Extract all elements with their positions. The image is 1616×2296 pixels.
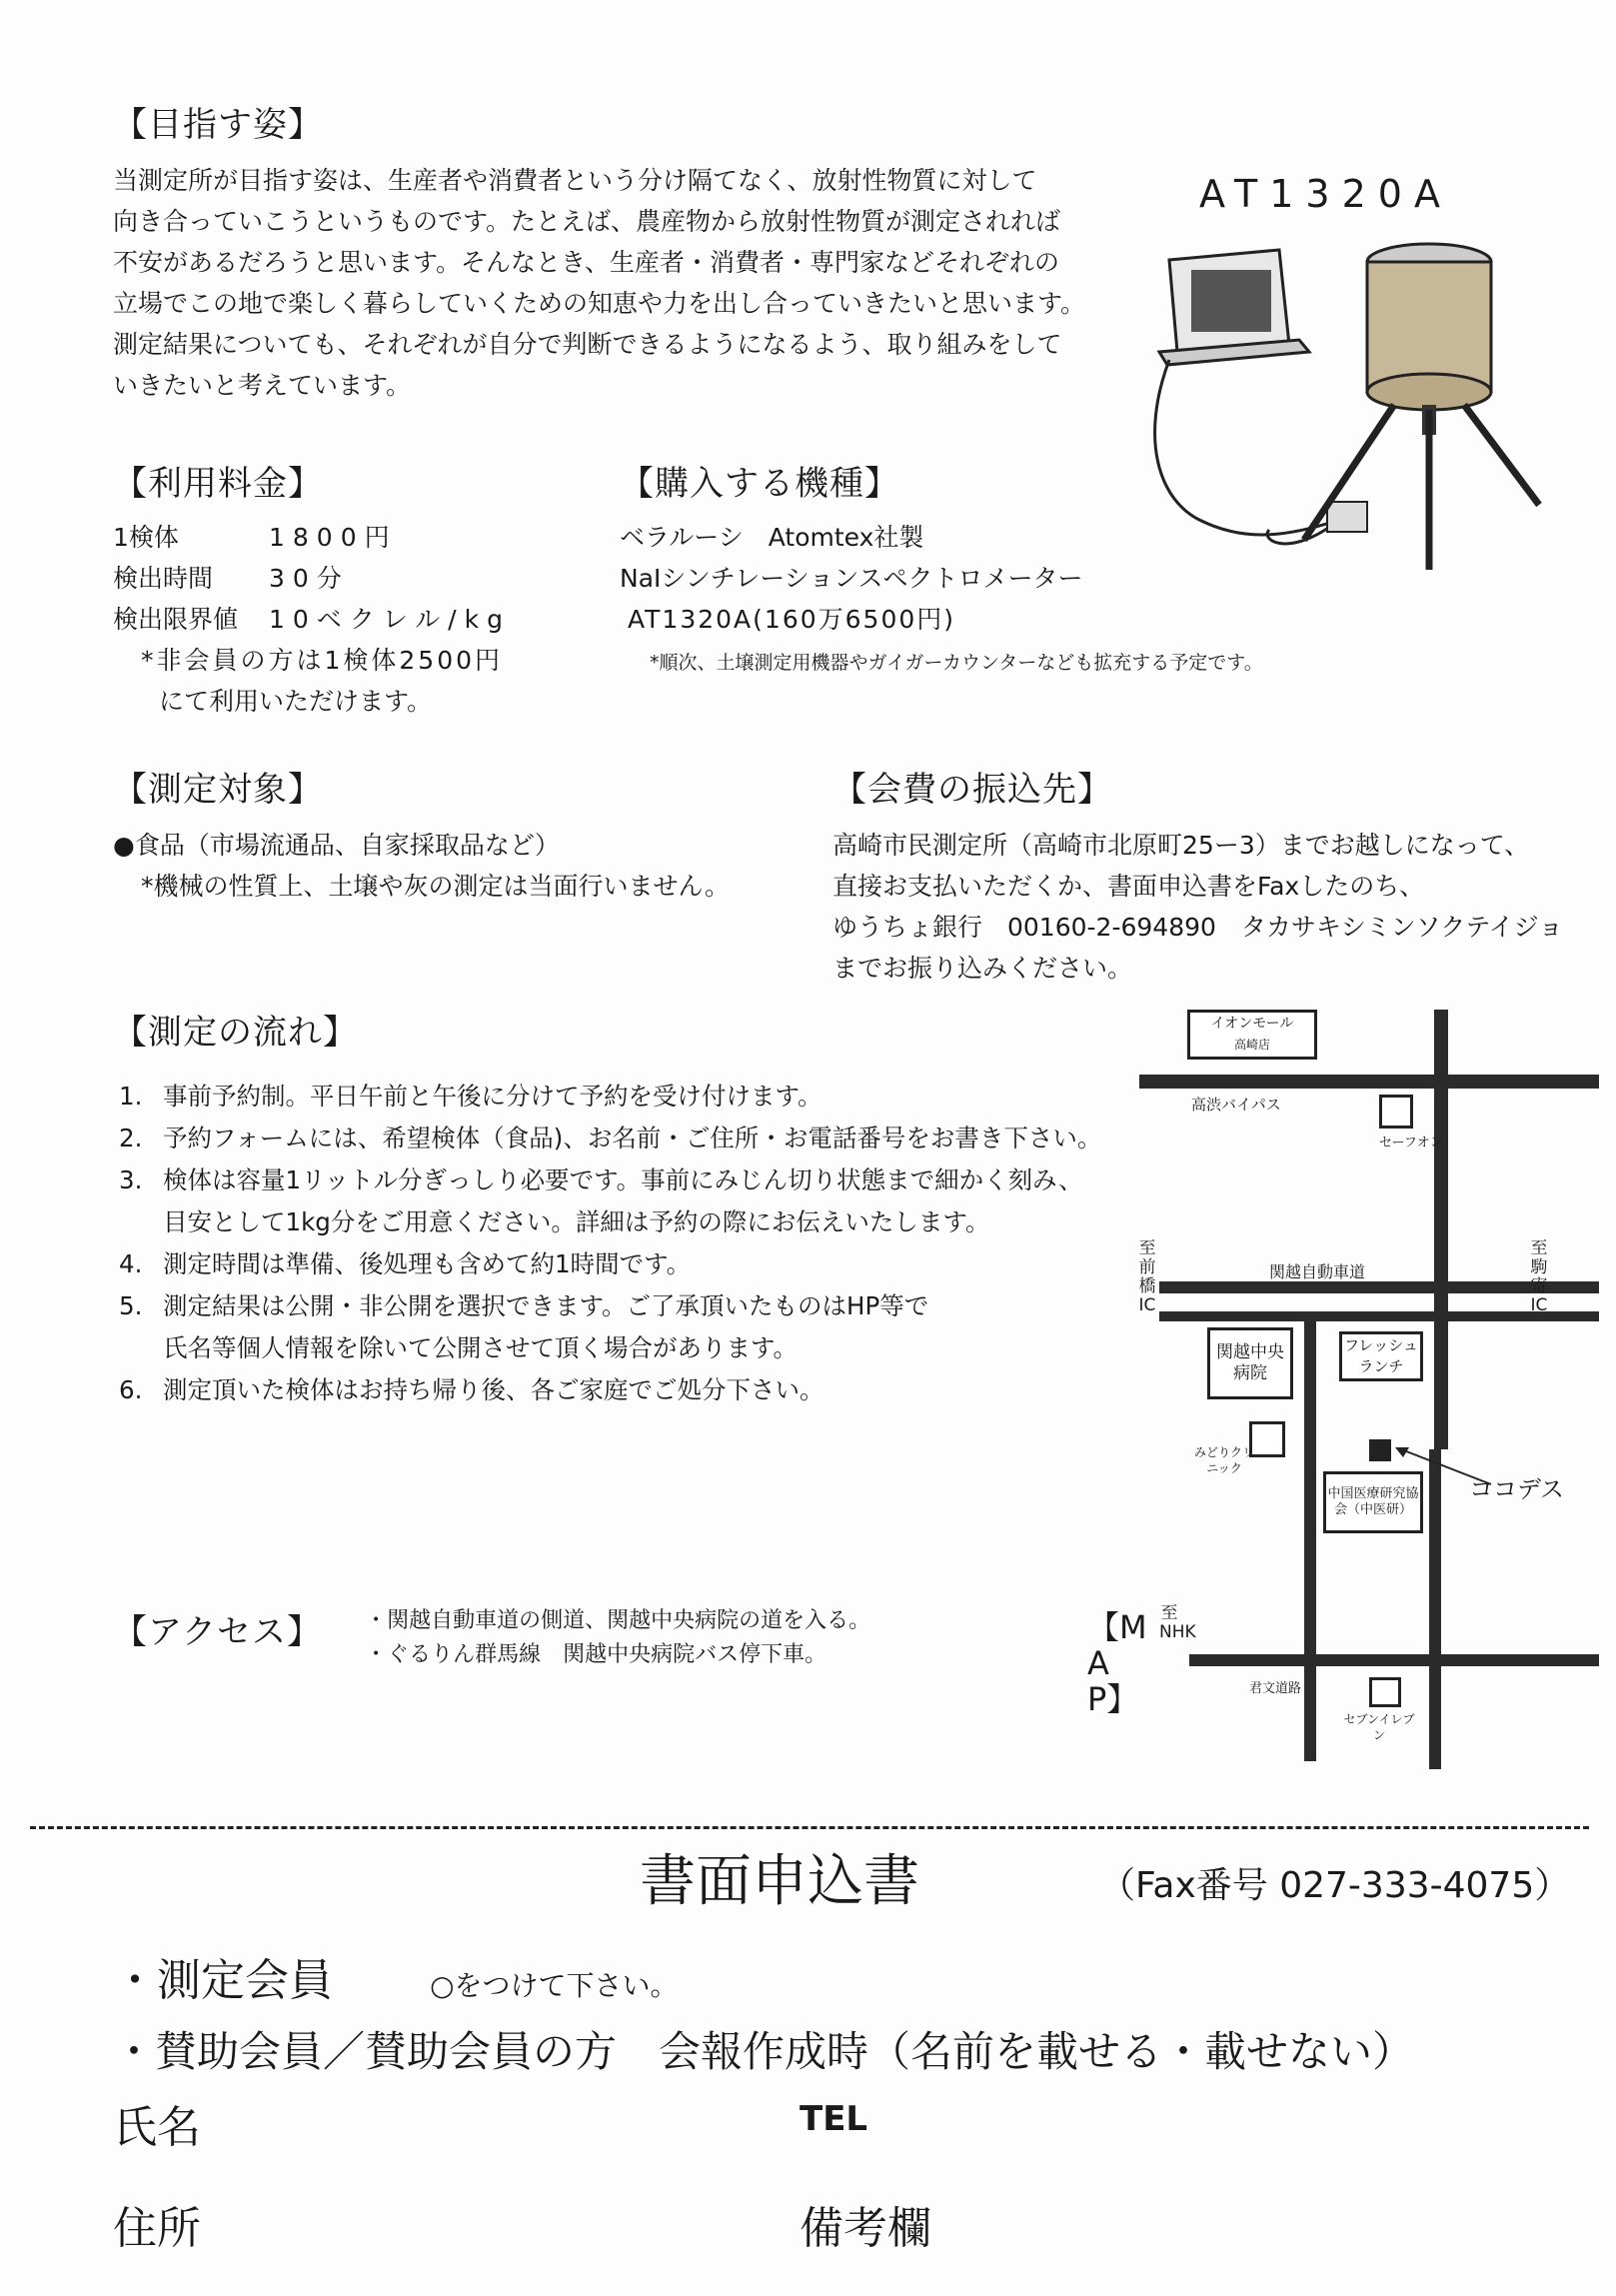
device-caption: AT1320A (1199, 172, 1452, 216)
goal-line: 測定結果についても、それぞれが自分で判断できるようになるよう、取り組みをして (113, 330, 1062, 359)
to-maebashi-label: 至前橋IC (1138, 1238, 1156, 1315)
flow-item-text: 目安として1kg分をご用意ください。詳細は予約の際にお伝えいたします。 (163, 1207, 990, 1236)
machine-line: NaIシンチレーションスペクトロメーター (620, 564, 1083, 593)
member-row (113, 1944, 679, 2008)
map-title: 【MAP】 (1087, 1608, 1147, 1718)
east-road (1429, 1449, 1441, 1769)
flow-item-text: 測定時間は準備、後処理も含めて約1時間です。 (163, 1249, 692, 1278)
goal-line: 当測定所が目指す姿は、生産者や消費者という分け隔てなく、放射性物質に対して (113, 166, 1037, 195)
target-line: ●食品（市場流通品、自家採取品など） (113, 831, 560, 860)
safeon-box (1379, 1095, 1413, 1129)
midori-label: みどりクリニック (1193, 1445, 1254, 1475)
flow-item (119, 1369, 1132, 1411)
machine-note: *順次、土壌測定用機器やガイガーカウンターなども拡充する予定です。 (650, 652, 1263, 674)
road2-label: 君文道路 (1249, 1681, 1302, 1696)
name-field-label: 氏名 (113, 2102, 201, 2153)
flow-item (119, 1243, 1132, 1285)
flow-item (119, 1285, 1132, 1369)
fee-note: *非会員の方は1検体2500円 (141, 646, 504, 675)
flow-item-text: 氏名等個人情報を除いて公開させて頂く場合があります。 (163, 1333, 799, 1362)
target-section (113, 762, 730, 907)
flow-item-text: 予約フォームには、希望検体（食品)、お名前・ご住所・お電話番号をお書き下さい。 (163, 1124, 1102, 1152)
flow-item-number: 2. (119, 1124, 143, 1152)
expressway-label: 関越自動車道 (1269, 1262, 1366, 1281)
flow-section (113, 1005, 1132, 1411)
flow-item-text: 検体は容量1リットル分ぎっしり必要です。事前にみじん切り状態まで細かく刻み、 (163, 1165, 1083, 1194)
fee-row-label: 検出限界値 (113, 605, 239, 634)
flow-item-number: 6. (119, 1375, 143, 1404)
fee-transfer-line: 高崎市民測定所（高崎市北原町25ー3）までお越しになって、 (832, 831, 1530, 860)
flow-item (119, 1159, 1132, 1243)
fee-row-label: 1検体 (113, 523, 179, 552)
address-field-label: 住所 (113, 2203, 201, 2254)
fresh-lunch-box (1339, 1331, 1423, 1381)
flow-item (119, 1076, 1132, 1118)
hospital-road (1304, 1321, 1316, 1761)
form-title: 書面申込書 (640, 1849, 919, 1914)
supporter-row (113, 2019, 1414, 2079)
aeon-box (1187, 1010, 1317, 1060)
tel-field-label: TEL (800, 2099, 868, 2139)
location-marker (1369, 1439, 1391, 1461)
fee-transfer-line: ゆうちょ銀行 00160-2-694890 タカサキシミンソクテイジョ (832, 913, 1564, 942)
fee-note: にて利用いただけます。 (159, 687, 433, 716)
access-map (1079, 1010, 1599, 1779)
target-heading: 【測定対象】 (113, 770, 323, 810)
goal-heading: 【目指す姿】 (113, 105, 323, 145)
aeon-sub-label: 高崎店 (1233, 1038, 1270, 1052)
fee-transfer-section (832, 762, 1592, 989)
chuiken-label: 中国医療研究協会（中医研） (1327, 1486, 1419, 1517)
here-label: ココデス (1469, 1475, 1565, 1503)
goal-line: 立場でこの地で楽しく暮らしていくための知恵や力を出し合っていきたいと思います。 (113, 289, 1086, 318)
fee-heading: 【利用料金】 (113, 464, 323, 504)
fee-transfer-line: までお振り込みください。 (832, 954, 1133, 983)
access-line: ・ぐるりん群馬線 関越中央病院バス停下車。 (365, 1642, 827, 1667)
circle-note: ○をつけて下さい。 (430, 1969, 679, 2002)
fee-transfer-heading: 【会費の振込先】 (832, 770, 1112, 810)
fee-row (113, 599, 511, 640)
to-komagata-label: 至駒寄IC (1530, 1238, 1548, 1315)
goal-line: 不安があるだろうと思います。そんなとき、生産者・消費者・専門家などそれぞれの (113, 248, 1060, 277)
seven-box (1369, 1677, 1401, 1707)
form-fax: （Fax番号 027-333-4075） (1099, 1865, 1571, 1906)
remarks-field-label: 備考欄 (800, 2203, 931, 2254)
hospital-label: 関越中央病院 (1216, 1342, 1284, 1383)
fee-transfer-line: 直接お支払いただくか、書面申込書をFaxしたのち、 (832, 872, 1425, 901)
fee-row-value: 30分 (269, 564, 350, 593)
flow-heading: 【測定の流れ】 (113, 1013, 358, 1053)
flow-item-number: 5. (119, 1291, 143, 1320)
flow-item-number: 1. (119, 1082, 143, 1111)
flow-list (113, 1076, 1132, 1411)
cut-line (30, 1826, 1589, 1829)
aeon-label: イオンモール (1210, 1016, 1294, 1032)
supporter-option[interactable]: ・賛助会員／賛助会員の方 会報作成時（名前を載せる・載せない） (113, 2027, 1415, 2076)
north-south-road (1434, 1010, 1448, 1449)
access-line: ・関越自動車道の側道、関越中央病院の道を入る。 (365, 1608, 871, 1633)
flow-item-number: 4. (119, 1249, 143, 1278)
access-section (113, 1604, 870, 1672)
south-road (1189, 1654, 1599, 1666)
fee-row-value: 10ベクレル/kg (269, 605, 511, 634)
fee-section (113, 456, 511, 722)
machine-line: ベラルーシ Atomtex社製 (620, 523, 924, 552)
flow-item-text: 測定頂いた検体はお持ち帰り後、各ご家庭でご処分下さい。 (163, 1375, 824, 1404)
fee-row (113, 517, 511, 558)
flow-item-text: 事前予約制。平日午前と午後に分けて予約を受け付けます。 (163, 1082, 822, 1111)
access-heading: 【アクセス】 (113, 1612, 322, 1652)
flow-item-text: 測定結果は公開・非公開を選択できます。ご了承頂いたものはHP等で (163, 1291, 929, 1320)
fee-row-value: 1800円 (269, 523, 398, 552)
fresh-lunch-label: フレッシュランチ (1344, 1336, 1418, 1375)
machine-section (620, 456, 1299, 675)
goal-line: いきたいと考えています。 (113, 371, 412, 400)
fee-row (113, 558, 511, 599)
seven-label: セブンイレブン (1343, 1712, 1415, 1742)
fee-row-label: 検出時間 (113, 564, 214, 593)
hospital-box (1207, 1327, 1293, 1399)
flow-item (119, 1118, 1132, 1159)
goal-section (113, 97, 1122, 406)
member-option[interactable]: ・測定会員 (113, 1955, 333, 2006)
machine-heading: 【購入する機種】 (620, 464, 899, 504)
target-line: *機械の性質上、土壌や灰の測定は当面行いません。 (141, 872, 731, 901)
goal-line: 向き合っていこうというものです。たとえば、農産物から放射性物質が測定されれば (113, 207, 1061, 236)
to-nhk-label: 至NHK (1159, 1603, 1196, 1642)
bypass-label: 高渋バイパス (1191, 1096, 1281, 1114)
bypass-road (1139, 1075, 1599, 1089)
flow-item-number: 3. (119, 1165, 143, 1194)
machine-line: AT1320A(160万6500円) (628, 605, 956, 634)
safeon-label: セーフオン (1379, 1136, 1443, 1150)
